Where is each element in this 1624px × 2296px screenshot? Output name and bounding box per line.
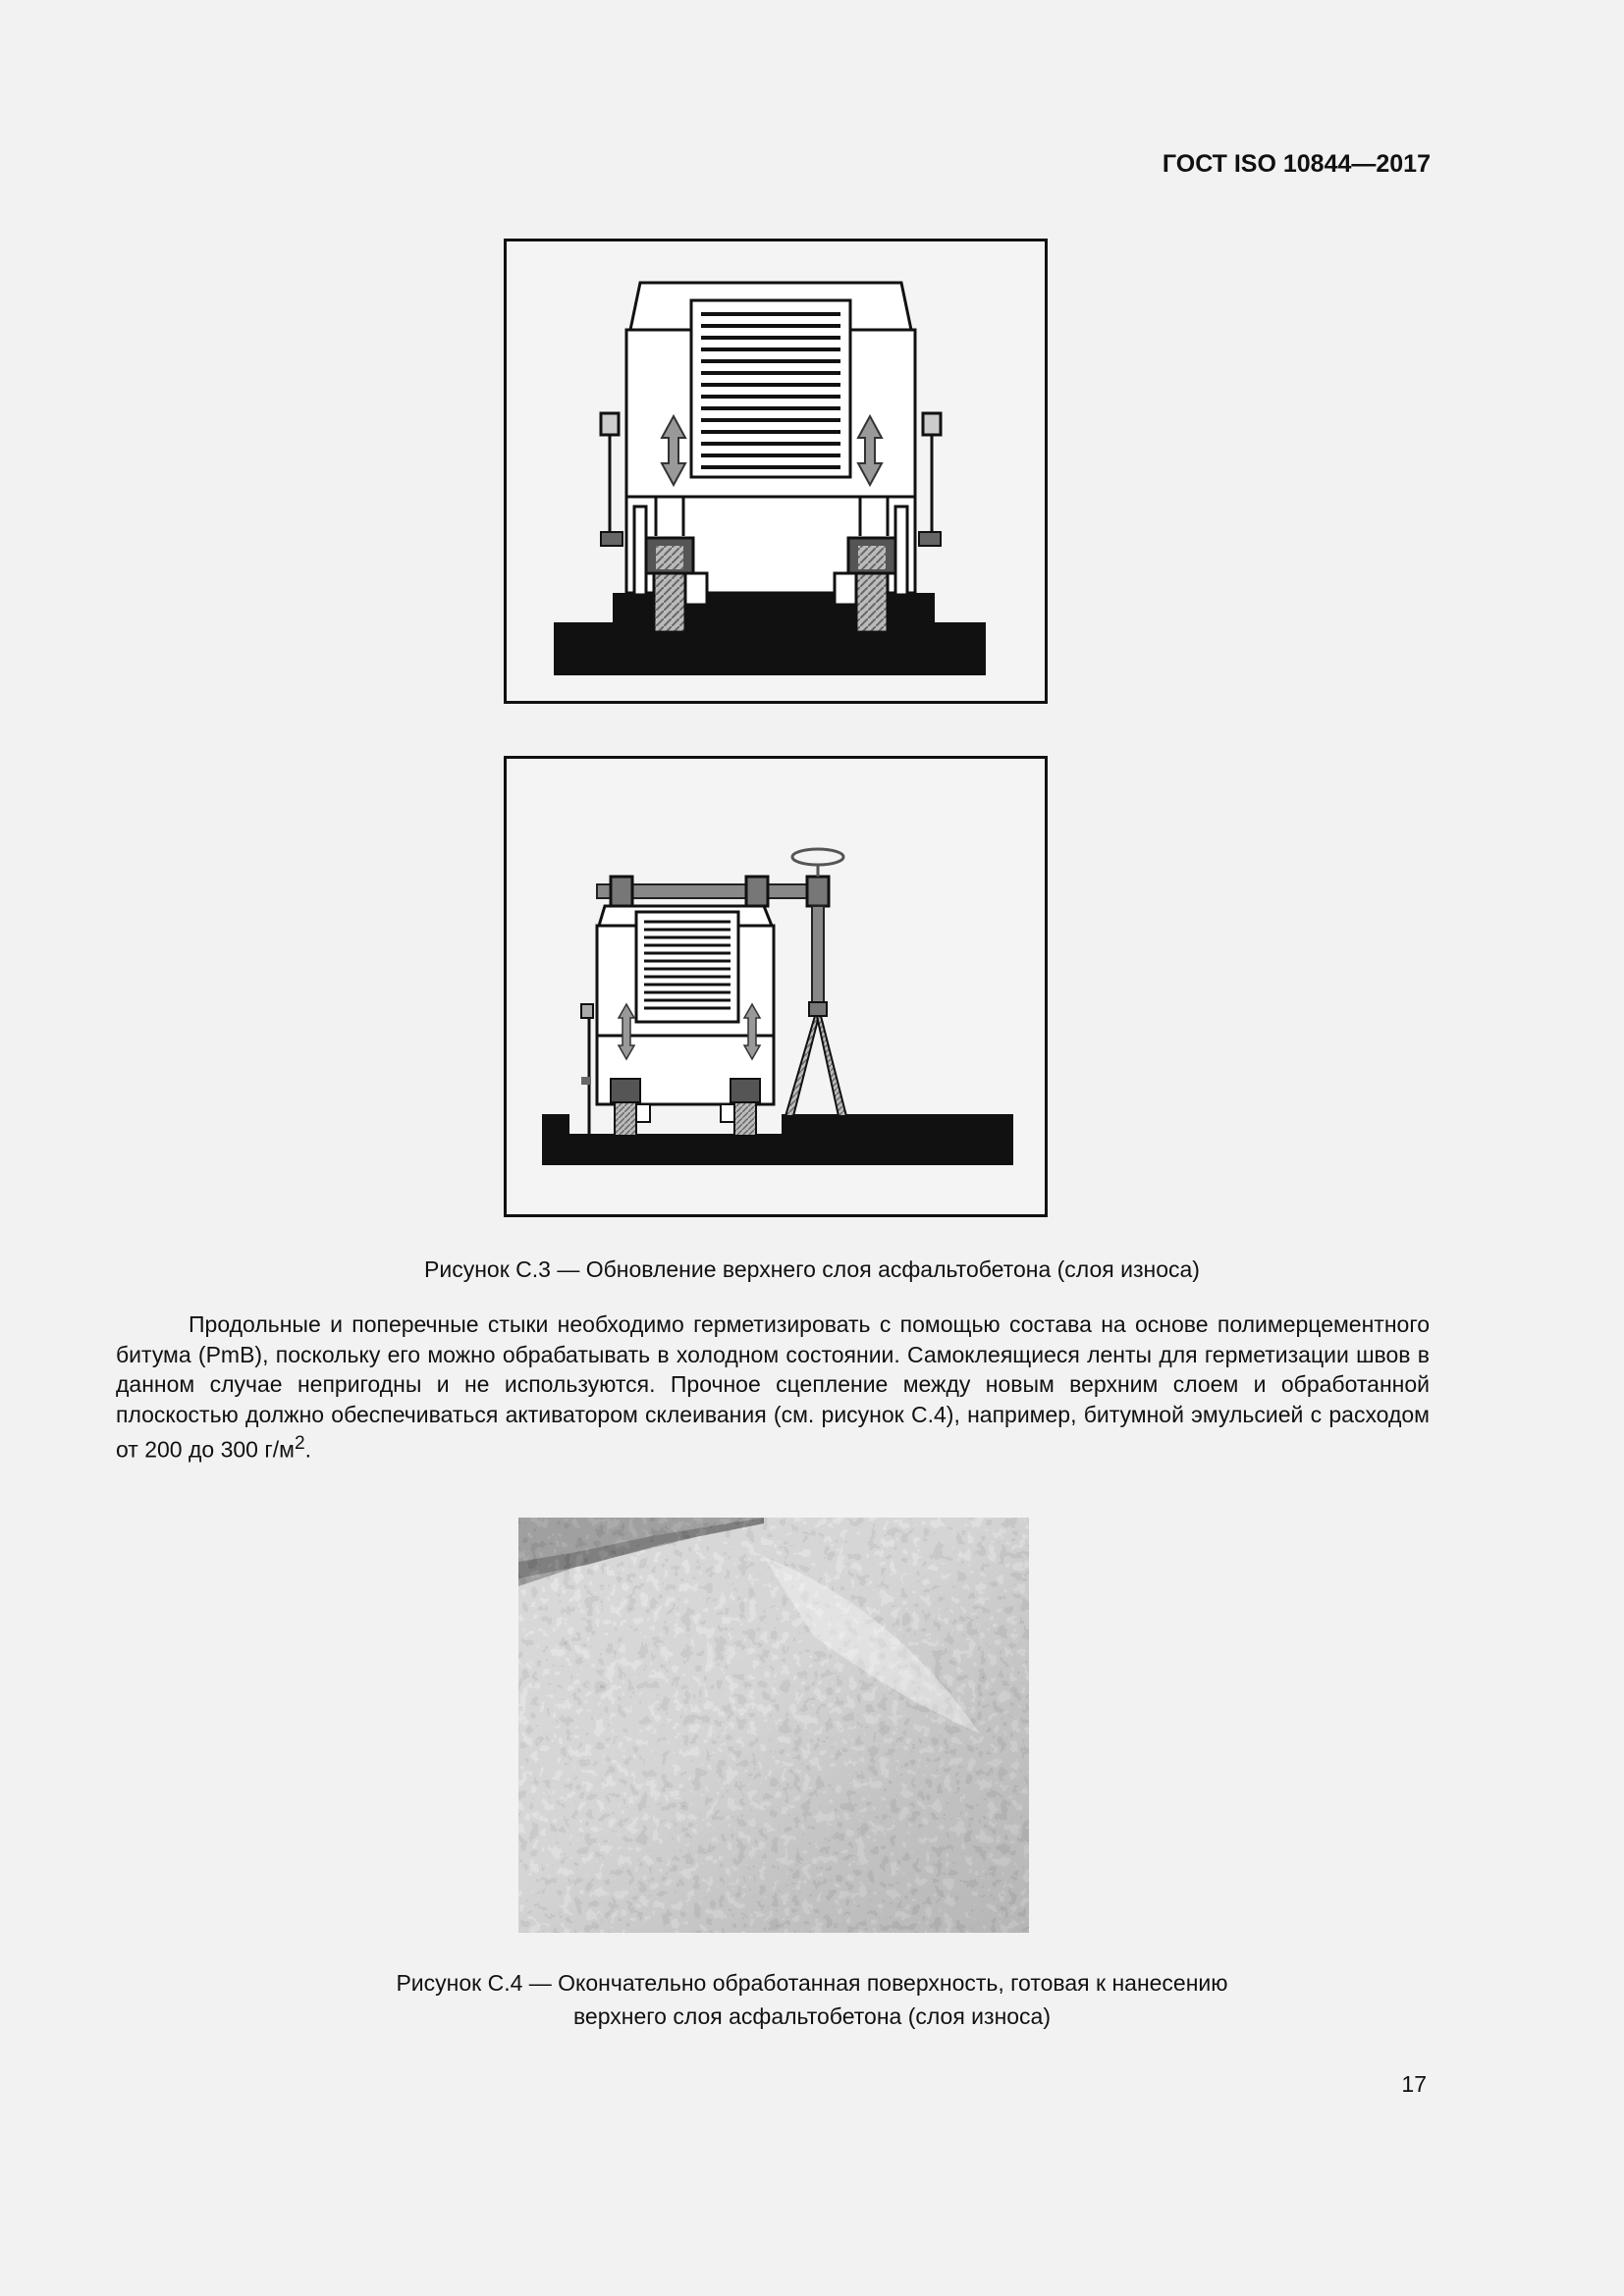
paragraph-text: Продольные и поперечные стыки необходимо герметизировать с помощью состава на основе полимерцементного битума (PmB), поскольку его можно обрабатывать в холодном состоянии. Самоклеящиеся ленты для герметизации швов в данном случае непригодны и не используются. Прочное сцепление между новым верхним слоем и обработанной плоскостью должно обеспечиваться активатором склеивания (см. рисунок С.4), например, битумной эмульсией с расходом от 200 до 300 г/м xyxy=(116,1311,1430,1463)
figure-c4-caption-line2: верхнего слоя асфальтобетона (слоя износа) xyxy=(572,2003,1052,2029)
paver-front-illustration xyxy=(507,241,1045,701)
document-header: ГОСТ ISO 10844—2017 xyxy=(1162,150,1431,178)
ground-slab xyxy=(554,593,986,675)
figure-c3-machine-with-sensor xyxy=(504,756,1048,1217)
paragraph-end: . xyxy=(304,1436,311,1463)
figure-c3-caption: Рисунок С.3 — Обновление верхнего слоя асфальтобетона (слоя износа) xyxy=(424,1256,1200,1282)
figure-c4-caption xyxy=(0,1966,1624,2033)
figure-c3-machine-front-view xyxy=(504,239,1048,704)
superscript: 2 xyxy=(294,1433,305,1454)
paver-sensor-illustration xyxy=(507,759,1045,1214)
body-paragraph xyxy=(116,1309,1430,1465)
figure-c4-surface-photo xyxy=(518,1518,1029,1933)
page-number: 17 xyxy=(1401,2071,1427,2097)
asphalt-surface-image xyxy=(518,1518,1029,1933)
figure-c4-caption-line1: Рисунок С.4 — Окончательно обработанная поверхность, готовая к нанесению xyxy=(396,1970,1228,1996)
